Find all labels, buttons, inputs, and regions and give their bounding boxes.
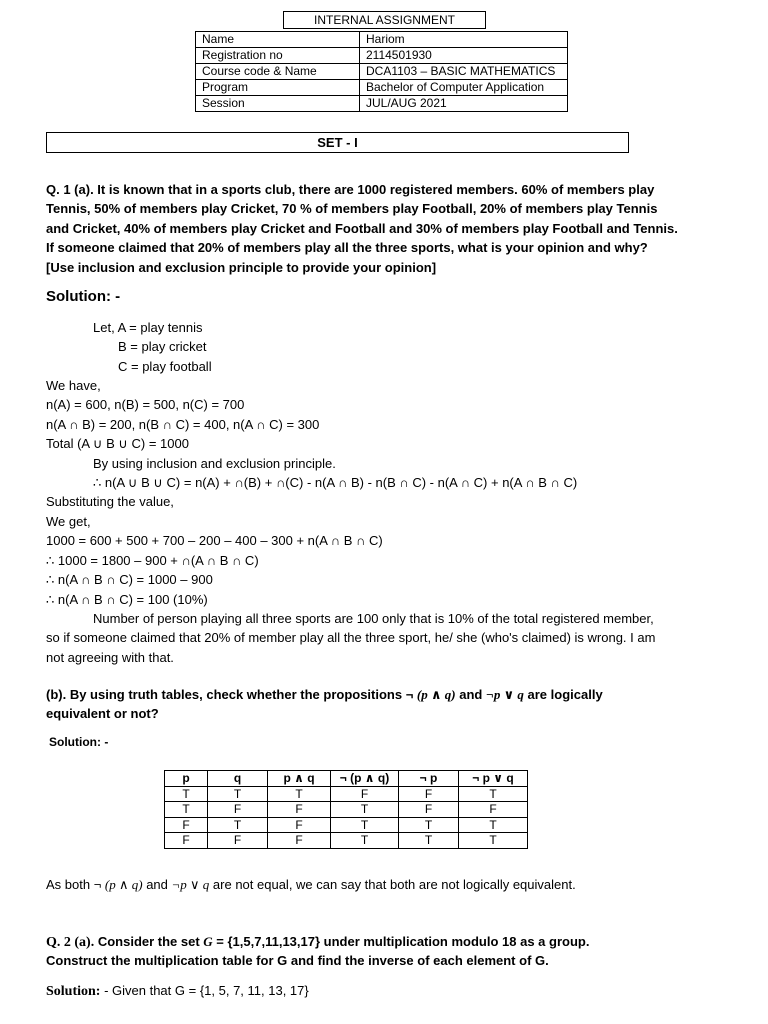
line-3: Total (A ∪ B ∪ C) = 1000 (46, 436, 189, 451)
info-value: Hariom (360, 32, 568, 48)
we-have: We have, (46, 378, 101, 393)
q1b-expr-1: (p ∧ q) (416, 687, 456, 702)
q1b-conclusion-mid: and (142, 877, 172, 892)
truth-table-cell: T (165, 786, 208, 802)
student-info-table (195, 31, 568, 112)
q2a-question-post: = {1,5,7,11,13,17} under multiplication modulo 18 as a group. (212, 934, 590, 949)
truth-table-row (165, 817, 528, 833)
q1b-conclusion-pre: As both ¬ (46, 877, 105, 892)
q1a-solution-label: Solution: - (46, 288, 121, 305)
truth-table-cell: F (399, 786, 459, 802)
info-key: Course code & Name (196, 64, 360, 80)
truth-table-cell: F (268, 817, 331, 833)
q2a-solution (46, 983, 309, 1000)
info-row (196, 48, 568, 64)
line-1: n(A) = 600, n(B) = 500, n(C) = 700 (46, 397, 245, 412)
truth-table-cell: F (268, 802, 331, 818)
truth-table-cell: T (399, 817, 459, 833)
info-key: Name (196, 32, 360, 48)
truth-table-cell: F (165, 833, 208, 849)
q1b-conclusion-expr-2: ¬p ∨ q (171, 877, 210, 892)
q1b-question (46, 685, 666, 724)
line-6: Substituting the value, (46, 494, 174, 509)
line-9: ∴ 1000 = 1800 – 900 + ∩(A ∩ B ∩ C) (46, 553, 259, 568)
info-value: Bachelor of Computer Application (360, 80, 568, 96)
q2a-set-name: G (203, 934, 213, 949)
line-7: We get, (46, 514, 91, 529)
truth-table-cell: F (208, 802, 268, 818)
truth-table-header-cell: q (208, 771, 268, 787)
truth-table-cell: T (459, 786, 528, 802)
q1b-question-mid: and (455, 687, 486, 702)
q2a-question-line-2: Construct the multiplication table for G and find the inverse of each element of G. (46, 953, 549, 968)
truth-table-cell: F (268, 833, 331, 849)
truth-table-cell: T (208, 786, 268, 802)
truth-table-row (165, 802, 528, 818)
info-row (196, 80, 568, 96)
truth-table-cell: T (268, 786, 331, 802)
q2a-question-pre: Consider the set (94, 934, 204, 949)
q2a-solution-label: Solution: (46, 984, 101, 999)
info-row (196, 64, 568, 80)
truth-table (164, 770, 528, 849)
let-b: B = play cricket (118, 339, 207, 354)
q2a-label: Q. 2 (a). (46, 935, 95, 950)
info-row (196, 96, 568, 112)
line-8: 1000 = 600 + 500 + 700 – 200 – 400 – 300 + n(A ∩ B ∩ C) (46, 533, 383, 548)
q2a-solution-text: - Given that G = {1, 5, 7, 11, 13, 17} (100, 983, 309, 998)
q2a-question-line-1 (46, 932, 589, 952)
truth-table-cell: T (331, 802, 399, 818)
assignment-title: INTERNAL ASSIGNMENT (283, 11, 486, 29)
info-key: Session (196, 96, 360, 112)
truth-table-header-cell: p (165, 771, 208, 787)
truth-table-cell: F (208, 833, 268, 849)
q1a-question: Q. 1 (a). It is known that in a sports club, there are 1000 registered members. 60% of members play Tennis, 50% of members play Cricket, 70 % of members play Football, 20% of members play Tennis and Cricket, 40% of members play Cricket and Football and 30% of members play Football and Tennis. If someone claimed that 20% of members play all the three sports, what is your opinion and why? [Use inclusion and exclusion principle to provide your opinion] (46, 182, 678, 275)
q1b-conclusion (46, 875, 576, 894)
line-10: ∴ n(A ∩ B ∩ C) = 1000 – 900 (46, 572, 213, 587)
q1b-question-pre: (b). By using truth tables, check whether the propositions ¬ (46, 687, 417, 702)
let-a: Let, A = play tennis (93, 320, 203, 335)
line-4: By using inclusion and exclusion principle. (93, 456, 336, 471)
truth-table-cell: T (331, 833, 399, 849)
let-c: C = play football (118, 359, 212, 374)
q1b-conclusion-expr-1: (p ∧ q) (104, 877, 143, 892)
truth-table-cell: F (459, 802, 528, 818)
truth-table-cell: T (165, 802, 208, 818)
q1b-solution-label: Solution: - (49, 735, 109, 749)
info-key: Program (196, 80, 360, 96)
info-row (196, 32, 568, 48)
line-11: ∴ n(A ∩ B ∩ C) = 100 (10%) (46, 592, 208, 607)
truth-table-cell: F (399, 802, 459, 818)
info-value: DCA1103 – BASIC MATHEMATICS (360, 64, 568, 80)
truth-table-row (165, 786, 528, 802)
truth-table-header-cell: ¬ p ∨ q (459, 771, 528, 787)
line-5: ∴ n(A ∪ B ∪ C) = n(A) + ∩(B) + ∩(C) - n(A ∩ B) - n(B ∩ C) - n(A ∩ C) + n(A ∩ B ∩ C) (93, 475, 578, 490)
truth-table-cell: T (459, 833, 528, 849)
info-value: 2114501930 (360, 48, 568, 64)
q1b-question-post: are logically equivalent or not? (46, 687, 603, 722)
truth-table-cell: T (459, 817, 528, 833)
info-key: Registration no (196, 48, 360, 64)
q1b-expr-2: ¬p ∨ q (485, 687, 524, 702)
truth-table-header-cell: ¬ (p ∧ q) (331, 771, 399, 787)
truth-table-cell: T (399, 833, 459, 849)
q1b-conclusion-post: are not equal, we can say that both are not logically equivalent. (209, 877, 576, 892)
q1a-conclusion: Number of person playing all three sports are 100 only that is 10% of the total registered member, so if someone claimed that 20% of member play all the three sport, he/ she (who's claimed) is wrong. I am not agreeing with that. (46, 611, 656, 665)
truth-table-header-cell: ¬ p (399, 771, 459, 787)
truth-table-cell: T (331, 817, 399, 833)
set-label: SET - I (46, 132, 629, 153)
info-value: JUL/AUG 2021 (360, 96, 568, 112)
truth-table-cell: T (208, 817, 268, 833)
truth-table-cell: F (331, 786, 399, 802)
truth-table-header-row (165, 771, 528, 787)
truth-table-cell: F (165, 817, 208, 833)
line-2: n(A ∩ B) = 200, n(B ∩ C) = 400, n(A ∩ C) = 300 (46, 417, 320, 432)
truth-table-header-cell: p ∧ q (268, 771, 331, 787)
truth-table-row (165, 833, 528, 849)
